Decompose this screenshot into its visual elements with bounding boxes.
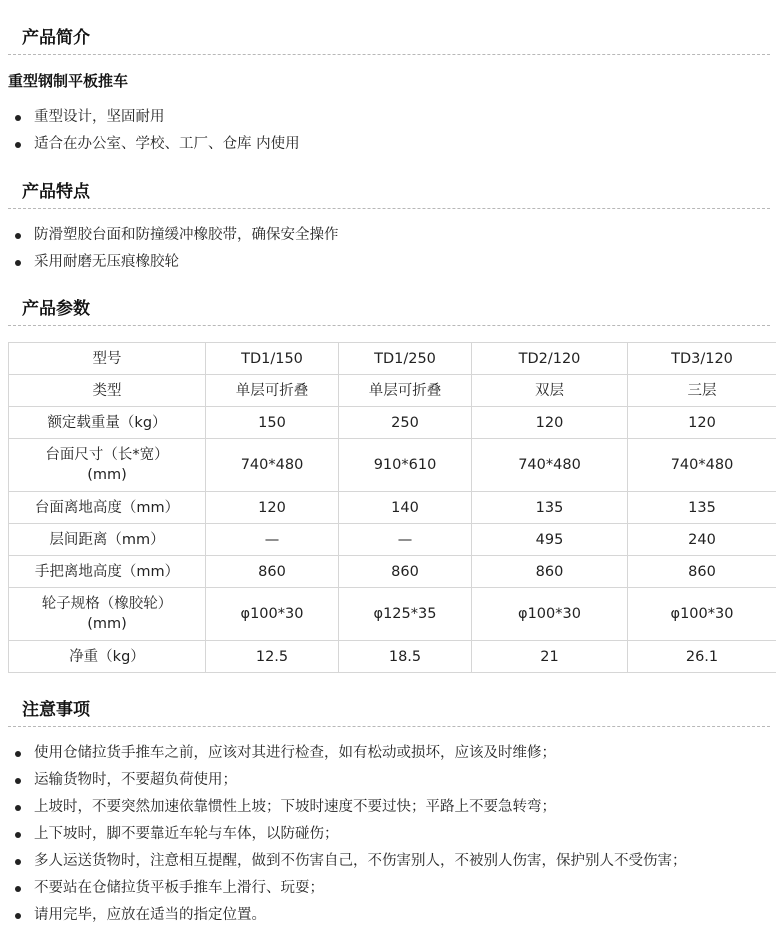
table-cell: 135 (628, 492, 776, 524)
table-cell: 21 (472, 641, 628, 673)
row-label-cell: 净重（kg） (9, 641, 206, 673)
table-row (9, 588, 776, 641)
table-row (9, 556, 776, 588)
table-cell: 140 (339, 492, 472, 524)
section-title: 产品特点 (22, 182, 90, 202)
table-cell: φ100*30 (206, 588, 339, 641)
table-cell: 120 (472, 407, 628, 439)
table-cell: 910*610 (339, 439, 472, 492)
table-cell: 740*480 (472, 439, 628, 492)
list-item: 使用仓储拉货手推车之前，应该对其进行检查，如有松动或损坏，应该及时维修； (0, 740, 687, 767)
table-cell: TD3/120 (628, 343, 776, 375)
table-cell: 860 (628, 556, 776, 588)
intro-list (0, 104, 300, 158)
row-label-cell: 台面尺寸（长*宽） (mm) (9, 439, 206, 492)
table-cell: 740*480 (206, 439, 339, 492)
table-cell: φ125*35 (339, 588, 472, 641)
table-row (9, 439, 776, 492)
table-cell: 双层 (472, 375, 628, 407)
table-cell: 三层 (628, 375, 776, 407)
section-title: 注意事项 (22, 700, 90, 720)
features-list (0, 222, 339, 276)
table-cell: φ100*30 (628, 588, 776, 641)
table-cell: TD1/250 (339, 343, 472, 375)
list-item: 适合在办公室、学校、工厂、仓库 内使用 (0, 131, 300, 158)
table-cell: 单层可折叠 (339, 375, 472, 407)
table-row (9, 524, 776, 556)
table-cell: 120 (628, 407, 776, 439)
dashed-divider (8, 208, 770, 209)
list-item: 采用耐磨无压痕橡胶轮 (0, 249, 339, 276)
table-cell: 860 (339, 556, 472, 588)
row-label-cell: 类型 (9, 375, 206, 407)
table-cell: TD2/120 (472, 343, 628, 375)
table-cell: 740*480 (628, 439, 776, 492)
list-item: 上下坡时，脚不要靠近车轮与车体，以防碰伤； (0, 821, 687, 848)
table-cell: 120 (206, 492, 339, 524)
table-cell: 单层可折叠 (206, 375, 339, 407)
row-label-cell: 台面离地高度（mm） (9, 492, 206, 524)
params-table (8, 342, 776, 673)
table-cell: — (339, 524, 472, 556)
row-label-cell: 额定载重量（kg） (9, 407, 206, 439)
table-cell: 250 (339, 407, 472, 439)
list-item: 请用完毕，应放在适当的指定位置。 (0, 902, 687, 929)
table-cell: 26.1 (628, 641, 776, 673)
table-row (9, 407, 776, 439)
section-intro-header (0, 27, 776, 51)
table-cell: 860 (206, 556, 339, 588)
notes-list (0, 740, 687, 929)
dashed-divider (8, 325, 770, 326)
table-row (9, 641, 776, 673)
list-item: 运输货物时，不要超负荷使用； (0, 767, 687, 794)
product-name: 重型钢制平板推车 (8, 72, 129, 90)
list-item: 多人运送货物时，注意相互提醒，做到不伤害自己，不伤害别人，不被别人伤害，保护别人不受伤害； (0, 848, 687, 875)
section-params-header (0, 298, 776, 322)
table-row (9, 375, 776, 407)
row-label-cell: 层间距离（mm） (9, 524, 206, 556)
table-cell: — (206, 524, 339, 556)
list-item: 防滑塑胶台面和防撞缓冲橡胶带，确保安全操作 (0, 222, 339, 249)
table-cell: 495 (472, 524, 628, 556)
section-features-header (0, 181, 776, 205)
section-notes-header (0, 699, 776, 723)
list-item: 不要站在仓储拉货平板手推车上滑行、玩耍； (0, 875, 687, 902)
list-item: 重型设计，坚固耐用 (0, 104, 300, 131)
row-label-cell: 手把离地高度（mm） (9, 556, 206, 588)
table-cell: φ100*30 (472, 588, 628, 641)
table-cell: 860 (472, 556, 628, 588)
list-item: 上坡时，不要突然加速依靠惯性上坡；下坡时速度不要过快；平路上不要急转弯； (0, 794, 687, 821)
row-label-cell: 型号 (9, 343, 206, 375)
table-row (9, 492, 776, 524)
section-title: 产品简介 (22, 28, 90, 48)
table-cell: 135 (472, 492, 628, 524)
table-row (9, 343, 776, 375)
table-cell: 18.5 (339, 641, 472, 673)
table-cell: 240 (628, 524, 776, 556)
table-cell: 12.5 (206, 641, 339, 673)
dashed-divider (8, 54, 770, 55)
dashed-divider (8, 726, 770, 727)
section-title: 产品参数 (22, 299, 90, 319)
table-cell: TD1/150 (206, 343, 339, 375)
row-label-cell: 轮子规格（橡胶轮） (mm) (9, 588, 206, 641)
table-cell: 150 (206, 407, 339, 439)
